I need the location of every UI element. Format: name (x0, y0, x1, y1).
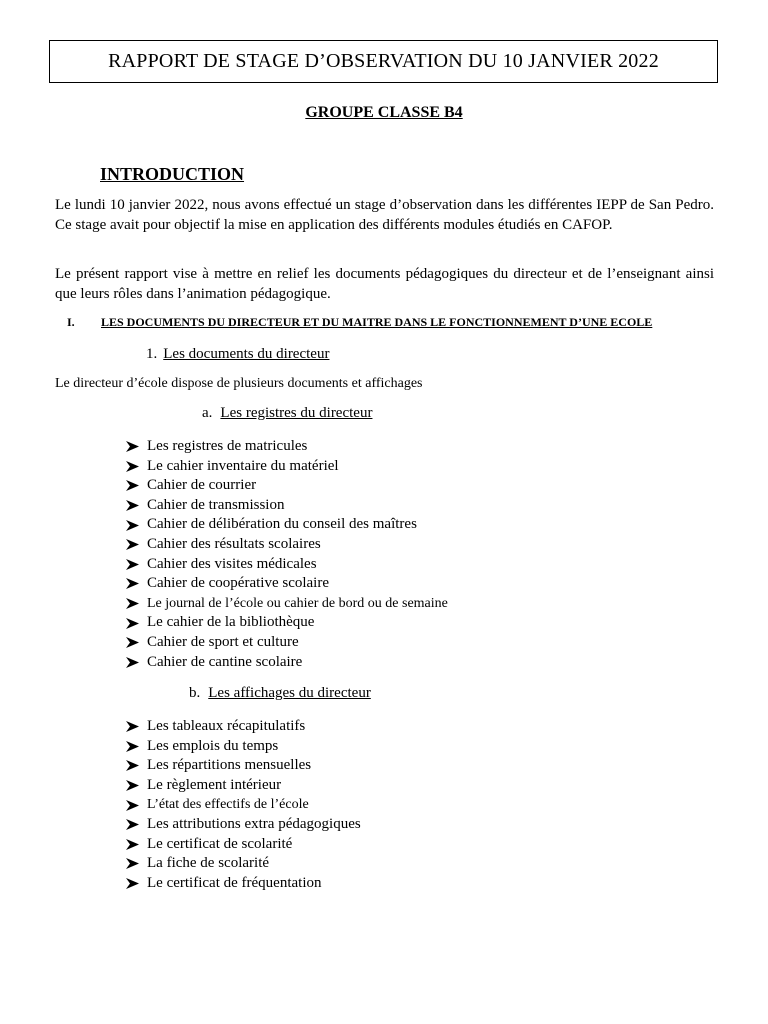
arrow-bullet-icon (126, 657, 147, 668)
list-item: Le certificat de scolarité (126, 835, 361, 855)
list-item: Le cahier inventaire du matériel (126, 457, 448, 477)
arrow-bullet-icon (126, 839, 147, 850)
arrow-bullet-icon (126, 637, 147, 648)
introduction-paragraph-1: Le lundi 10 janvier 2022, nous avons effectué un stage d’observation dans les différentes IEPP de San Pedro. Ce stage avait pour objectif la mise en application des différents modules étudiés en CAFOP. (55, 197, 714, 233)
introduction-heading: INTRODUCTION (100, 164, 245, 184)
arrow-bullet-icon (126, 480, 147, 491)
arrow-bullet-icon (126, 780, 147, 791)
arrow-bullet-icon (126, 520, 147, 531)
section-number: I. (67, 315, 75, 329)
arrow-bullet-icon (126, 618, 147, 629)
arrow-bullet-icon (126, 878, 147, 889)
list-item: Les répartitions mensuelles (126, 756, 361, 776)
subsection-number: 1. (146, 346, 158, 362)
arrow-bullet-icon (126, 539, 147, 550)
list-item: Le journal de l’école ou cahier de bord ou de semaine (126, 594, 448, 614)
list-item: L’état des effectifs de l’école (126, 795, 361, 815)
subheading-a (202, 405, 372, 422)
list-item: Les attributions extra pédagogiques (126, 815, 361, 835)
list-item: Les registres de matricules (126, 437, 448, 457)
subsection-heading-1 (146, 346, 329, 363)
arrow-bullet-icon (126, 800, 147, 811)
arrow-bullet-icon (126, 741, 147, 752)
document-title: RAPPORT DE STAGE D’OBSERVATION DU 10 JANVIER 2022 (49, 40, 718, 83)
list-item: Le cahier de la bibliothèque (126, 613, 448, 633)
list-item: Cahier de sport et culture (126, 633, 448, 653)
subheading-b-letter: b. (189, 685, 201, 701)
list-item: Cahier de transmission (126, 496, 448, 516)
arrow-bullet-icon (126, 500, 147, 511)
arrow-bullet-icon (126, 760, 147, 771)
arrow-bullet-icon (126, 819, 147, 830)
list-item: Cahier de coopérative scolaire (126, 574, 448, 594)
subheading-b (189, 685, 371, 702)
subheading-a-title: Les registres du directeur (220, 405, 373, 421)
arrow-bullet-icon (126, 858, 147, 869)
list-item: Cahier des résultats scolaires (126, 535, 448, 555)
arrow-bullet-icon (126, 598, 147, 609)
introduction-paragraph-2: Le présent rapport vise à mettre en relief les documents pédagogiques du directeur et de l’enseignant ainsi que leurs rôles dans l’animation pédagogique. (55, 266, 714, 302)
list-item: Cahier de délibération du conseil des maîtres (126, 515, 448, 535)
arrow-bullet-icon (126, 461, 147, 472)
arrow-bullet-icon (126, 578, 147, 589)
subsection-title: Les documents du directeur (163, 346, 330, 362)
list-item: Les emplois du temps (126, 737, 361, 757)
arrow-bullet-icon (126, 721, 147, 732)
list-item: Cahier de courrier (126, 476, 448, 496)
subheading-a-letter: a. (202, 405, 213, 421)
list-item: Le certificat de fréquentation (126, 874, 361, 894)
affichages-list (126, 717, 361, 893)
list-item: Cahier des visites médicales (126, 555, 448, 575)
list-item: Le règlement intérieur (126, 776, 361, 796)
arrow-bullet-icon (126, 441, 147, 452)
group-subtitle: GROUPE CLASSE B4 (305, 104, 463, 121)
arrow-bullet-icon (126, 559, 147, 570)
subheading-b-title: Les affichages du directeur (208, 685, 371, 701)
list-item: Les tableaux récapitulatifs (126, 717, 361, 737)
section-title: LES DOCUMENTS DU DIRECTEUR ET DU MAITRE DANS LE FONCTIONNEMENT D’UNE ECOLE (101, 315, 653, 329)
list-item: La fiche de scolarité (126, 854, 361, 874)
registres-list (126, 437, 448, 672)
list-item: Cahier de cantine scolaire (126, 653, 448, 673)
director-intro-line: Le directeur d’école dispose de plusieurs documents et affichages (55, 376, 423, 391)
